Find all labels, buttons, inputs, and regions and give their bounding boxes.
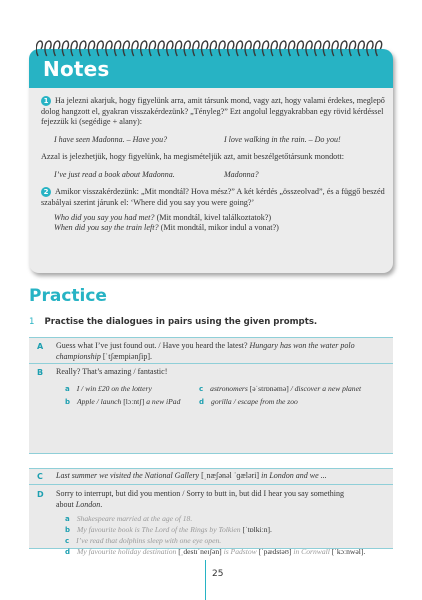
prompt-item	[199, 384, 361, 393]
pronunciation: [ˈkɔːnwəl].	[329, 547, 366, 556]
dialogue-prompt: Last summer we visited the National Gallery	[56, 471, 200, 480]
pronunciation: [ˈtʃæmpiənʃip].	[100, 351, 152, 361]
notes-example: Madonna?	[224, 170, 259, 180]
prompt-text: a new iPad	[146, 397, 181, 406]
prompt-item	[199, 397, 298, 406]
divider	[29, 468, 393, 469]
prompt-text: I / win £20 on the lottery	[76, 384, 152, 393]
notes-example: I’ve just read a book about Madonna.	[54, 170, 175, 180]
dialogue-letter: A	[37, 342, 44, 351]
notes-example-row-1	[41, 135, 386, 147]
prompt-letter: c	[65, 537, 70, 545]
notes-example-gloss: (Mit mondtál, mikor indul a vonat?)	[158, 223, 279, 233]
prompt-text: is Padstow	[223, 547, 257, 556]
prompt-letter: b	[65, 526, 71, 534]
prompt-text: gorilla / escape from the zoo	[211, 397, 298, 406]
notes-card	[29, 49, 393, 273]
notes-title: Notes	[43, 57, 110, 81]
dialogue-a-text	[56, 341, 386, 362]
dialogue-letter: D	[37, 490, 44, 499]
notes-example-line	[41, 223, 386, 234]
practice-title: Practice	[29, 286, 107, 306]
prompt-letter: c	[199, 385, 204, 393]
item-number-badge: 2	[41, 187, 51, 197]
dialogue-text: about	[56, 499, 76, 509]
item-number-badge: 1	[41, 96, 51, 106]
prompt-item	[65, 547, 365, 556]
notes-example-gloss: (Mit mondtál, kivel találkoztatok?)	[154, 212, 272, 222]
divider	[29, 484, 393, 485]
dialogue-c-text	[56, 471, 386, 482]
pronunciation: [lɔːntʃ]	[121, 397, 147, 406]
prompt-text: in Cornwall	[293, 547, 330, 556]
notes-example-row-2	[41, 170, 386, 182]
prompt-text: / discover a new planet	[290, 384, 362, 393]
prompt-letter: d	[65, 548, 71, 556]
dialogue-prompt: championship	[56, 351, 101, 361]
page-number-rule	[205, 560, 206, 600]
notes-example-italic: Who did you say you had met?	[54, 212, 155, 222]
pronunciation: [ˌdestɪˈneɪʃən]	[176, 547, 224, 556]
page-number: 25	[212, 569, 224, 579]
dialogue-text: Sorry to interrupt, but did you mention / Sorry to butt in, but did I hear you say something	[56, 489, 344, 498]
dialogue-d-text	[56, 489, 386, 510]
prompt-item	[65, 397, 180, 406]
task-number: 1	[29, 317, 35, 327]
dialogue-prompt: Hungary has won the water polo	[249, 341, 355, 350]
notes-example: I have seen Madonna. – Have you?	[54, 134, 168, 144]
prompt-letter: a	[65, 515, 70, 523]
prompt-item	[65, 384, 152, 393]
notes-example-italic: When did you say the train left?	[54, 223, 159, 233]
notes-example: I love walking in the rain. – Do you!	[224, 134, 341, 144]
prompt-item	[65, 536, 221, 545]
dialogue-prompt: in London and we ...	[261, 471, 327, 480]
pronunciation: [ˈpædstəʊ]	[256, 547, 294, 556]
pronunciation: [ˌnæʃənəl ˈɡæləri]	[199, 471, 262, 480]
prompt-text: astronomers	[210, 384, 248, 393]
dialogue-b-text: Really? That’s amazing / fantastic!	[56, 367, 168, 376]
prompt-letter: b	[65, 398, 71, 406]
prompt-text: My favourite holiday destination	[77, 547, 177, 556]
dialogue-letter: B	[37, 368, 44, 377]
dialogue-text: Guess what I’ve just found out. / Have you heard the latest?	[56, 341, 250, 350]
prompt-item	[65, 514, 192, 523]
divider	[29, 363, 393, 364]
dialogue-letter: C	[37, 472, 43, 481]
pronunciation: [ˈtɒlkiːn].	[240, 525, 272, 534]
prompt-letter: d	[199, 398, 205, 406]
notes-item-2	[41, 187, 386, 208]
notes-example-line	[41, 213, 386, 224]
dialogue-prompt: London	[75, 499, 101, 509]
dialogue-text: .	[100, 499, 103, 509]
notes-item-1-text: Ha jelezni akarjuk, hogy figyelünk arra, amit társunk mond, vagy azt, hogy valami érdekes, meglepő dolog hangzott el, gyakran visszakérdezünk? „Tényleg?” Ezt angolul leggyakrabban egy rövid kérdéssel fejezzük ki (segédige + alany):	[41, 96, 385, 127]
pronunciation: [əˈstrɒnəmə]	[247, 384, 291, 393]
task-text: Practise the dialogues in pairs using the given prompts.	[44, 317, 318, 327]
prompt-text: I’ve read that dolphins sleep with one eye open.	[76, 536, 222, 545]
notes-item-1	[41, 96, 386, 128]
notes-body	[41, 96, 386, 234]
divider	[29, 337, 393, 338]
notes-item-2-text: Amikor visszakérdezünk: „Mit mondtál? Hova mész?” A két kérdés „összeolvad”, és a függő beszéd szabályai szerint járunk el: ‘Where did you say you were going?’	[41, 187, 385, 207]
prompt-letter: a	[65, 385, 70, 393]
divider	[29, 453, 393, 454]
notes-item-1-text-2: Azzal is jelezhetjük, hogy figyelünk, ha megismételjük azt, amit beszélgetőtársunk mondott:	[41, 151, 345, 161]
prompt-text: Shakespeare married at the age of 18.	[76, 514, 193, 523]
task-instruction	[29, 317, 317, 327]
spiral-binding-icon	[36, 40, 388, 58]
prompt-text: Apple / launch	[77, 397, 122, 406]
prompt-text: My favourite book is The Lord of the Rings by Tolkien	[77, 525, 241, 534]
prompt-item	[65, 525, 272, 534]
